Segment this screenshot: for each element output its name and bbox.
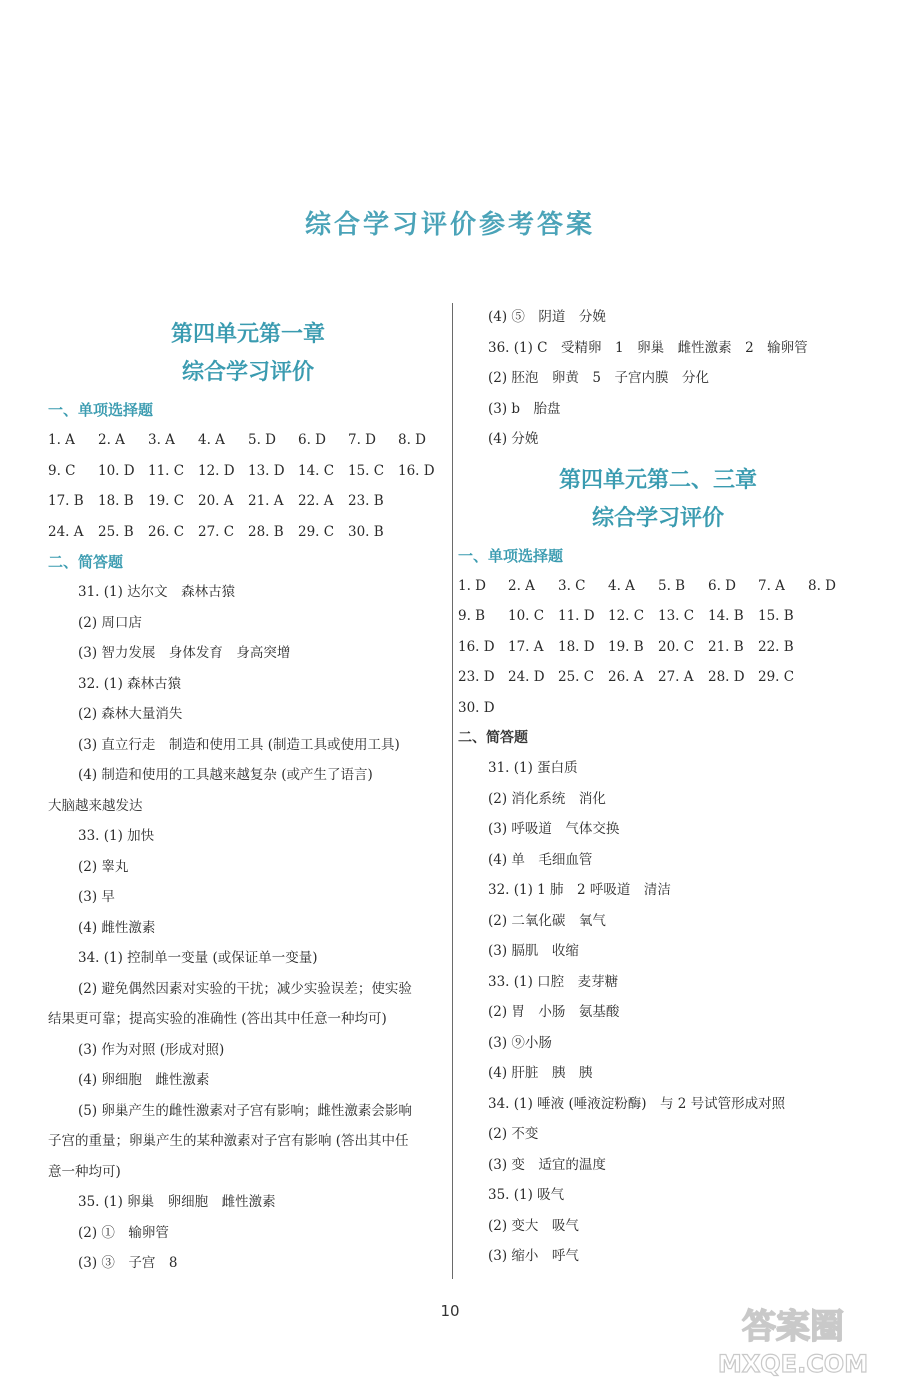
continued-answers	[458, 302, 858, 455]
choice-answer: 16. D	[398, 462, 435, 479]
choice-answer: 24. D	[508, 669, 545, 685]
svg-text:答案圈: 答案圈	[742, 1307, 844, 1347]
page-number: 10	[440, 1302, 460, 1320]
choice-answer: 19. B	[608, 638, 644, 655]
choice-answer: 29. C	[758, 669, 795, 685]
chapter-subtitle: 综合学习评价	[181, 359, 314, 385]
choice-row	[48, 486, 448, 517]
short-answers	[48, 577, 448, 1279]
answer-line: 34. (1) 唾液 (唾液淀粉酶) 与 2 号试管形成对照	[488, 1095, 786, 1112]
choice-answer: 12. C	[608, 608, 645, 624]
answer-line: (3) 膈肌 收缩	[488, 943, 579, 959]
choice-answer: 26. A	[608, 669, 644, 685]
choice-answer	[558, 693, 608, 724]
choice-answer: 22. A	[298, 493, 334, 509]
answer-line: (4) ⑤ 阴道 分娩	[488, 309, 606, 325]
right-column	[458, 302, 858, 1272]
page-title: 综合学习评价参考答案	[304, 210, 595, 240]
choice-answer: 21. B	[708, 638, 744, 655]
answer-line: (3) 作为对照 (形成对照)	[78, 1041, 225, 1058]
answer-line: (3) 早	[78, 889, 115, 905]
choice-answer: 5. D	[248, 432, 276, 448]
answer-line: (2) 二氧化碳 氧气	[488, 912, 606, 929]
choice-answer: 13. D	[248, 462, 285, 479]
chapter-subtitle: 综合学习评价	[591, 504, 724, 531]
choice-answer: 15. B	[758, 608, 794, 624]
choice-answer: 25. C	[558, 669, 595, 685]
answer-line: (2) 消化系统 消化	[488, 790, 606, 807]
answer-line: (2) 周口店	[78, 614, 142, 631]
left-column	[48, 315, 448, 1279]
choice-answers	[458, 571, 858, 724]
choice-answer: 1. D	[458, 577, 486, 594]
answer-line: 意一种均可)	[48, 1163, 121, 1180]
answer-line: (3) b 胎盘	[488, 400, 561, 417]
choice-answer: 27. A	[658, 669, 694, 685]
chapter-title: 第四单元第二、三章	[558, 466, 757, 493]
choice-answer: 8. D	[398, 432, 426, 448]
chapter-title: 第四单元第一章	[170, 321, 325, 347]
choice-answer: 14. B	[708, 608, 744, 624]
answer-line: 31. (1) 蛋白质	[488, 760, 578, 776]
choice-answer: 20. C	[658, 638, 695, 655]
choice-row	[458, 571, 858, 602]
answer-line: 33. (1) 口腔 麦芽糖	[488, 973, 619, 990]
choice-answer: 14. C	[298, 462, 335, 479]
choice-row	[458, 632, 858, 663]
choice-answer	[508, 693, 558, 724]
answer-line: 33. (1) 加快	[78, 828, 155, 844]
choice-row	[48, 425, 448, 456]
choice-answer: 16. D	[458, 638, 495, 655]
choice-answer: 23. D	[458, 669, 495, 685]
choice-answer	[658, 693, 708, 724]
choice-answer: 18. B	[98, 493, 134, 509]
answer-line: (4) 肝脏 胰 胰	[488, 1065, 593, 1081]
section-heading-short: 二、简答题	[458, 730, 528, 746]
answer-line: (2) 避免偶然因素对实验的干扰；减少实验误差；使实验	[78, 980, 412, 997]
choice-answer: 13. C	[658, 608, 695, 624]
choice-answer: 9. B	[458, 608, 486, 624]
short-answers	[458, 753, 858, 1272]
choice-answer: 22. B	[758, 638, 794, 655]
answer-line: (2) ① 输卵管	[78, 1224, 169, 1241]
choice-answer: 15. C	[348, 462, 385, 479]
answer-line: (2) 胚泡 卵黄 5 子宫内膜 分化	[488, 370, 710, 386]
answer-line: (2) 胃 小肠 氨基酸	[488, 1004, 620, 1020]
column-divider	[452, 303, 453, 1279]
choice-answer	[608, 693, 658, 724]
answer-line: (2) 不变	[488, 1126, 539, 1142]
choice-answer	[398, 486, 448, 517]
choice-answer: 5. B	[658, 577, 686, 594]
choice-answer: 26. C	[148, 523, 185, 540]
answer-line: (4) 单 毛细血管	[488, 851, 593, 868]
answer-line: (3) 缩小 呼气	[488, 1248, 579, 1264]
choice-answer: 18. D	[558, 638, 595, 655]
choice-row	[48, 517, 448, 548]
choice-answer: 29. C	[298, 523, 335, 540]
answer-line: (4) 卵细胞 雌性激素	[78, 1072, 210, 1088]
choice-answer: 23. B	[348, 493, 384, 509]
choice-answer: 11. C	[148, 462, 185, 479]
answer-line: 35. (1) 吸气	[488, 1187, 565, 1203]
choice-answer: 10. C	[508, 608, 545, 624]
answer-line: 31. (1) 达尔文 森林古猿	[78, 584, 236, 600]
answer-line: (3) 直立行走 制造和使用工具 (制造工具或使用工具)	[78, 736, 400, 753]
choice-answer	[808, 662, 858, 693]
answer-line: (4) 雌性激素	[78, 919, 156, 936]
answer-line: 32. (1) 1 肺 2 呼吸道 清洁	[488, 882, 671, 898]
choice-answer: 28. D	[708, 669, 745, 685]
choice-row	[48, 456, 448, 487]
choice-answer: 20. A	[198, 493, 234, 509]
answer-line: 36. (1) C 受精卵 1 卵巢 雌性激素 2 输卵管	[488, 339, 808, 356]
answer-line: (3) 智力发展 身体发育 身高突增	[78, 645, 291, 661]
choice-answer: 24. A	[48, 523, 84, 540]
choice-answer: 12. D	[198, 462, 235, 479]
answer-line: (4) 制造和使用的工具越来越复杂 (或产生了语言)	[78, 767, 373, 783]
choice-answer	[398, 517, 448, 548]
choice-answer: 11. D	[558, 608, 595, 624]
watermark-logo	[698, 1300, 888, 1380]
choice-answer: 30. D	[458, 699, 495, 716]
choice-answer: 21. A	[248, 493, 284, 509]
choice-answer: 9. C	[48, 462, 76, 479]
choice-answer: 30. B	[348, 523, 384, 540]
choice-answer: 4. A	[198, 432, 225, 448]
choice-answer: 6. D	[298, 432, 326, 448]
answer-line: (3) 变 适宜的温度	[488, 1156, 606, 1173]
answer-line: 34. (1) 控制单一变量 (或保证单一变量)	[78, 950, 318, 966]
choice-answer: 4. A	[608, 577, 635, 594]
choice-answers	[48, 425, 448, 547]
choice-answer: 28. B	[248, 523, 284, 540]
choice-answer	[808, 601, 858, 632]
answer-line: (5) 卵巢产生的雌性激素对子宫有影响；雌性激素会影响	[78, 1102, 412, 1119]
svg-text:MXQE.COM: MXQE.COM	[717, 1350, 869, 1378]
answer-line: (3) ③ 子宫 8	[78, 1255, 178, 1271]
choice-answer: 2. A	[508, 577, 535, 594]
choice-answer: 27. C	[198, 523, 235, 540]
answer-line: (4) 分娩	[488, 431, 539, 447]
choice-answer	[808, 632, 858, 663]
answer-line: 35. (1) 卵巢 卵细胞 雌性激素	[78, 1194, 276, 1210]
choice-answer: 25. B	[98, 523, 134, 540]
choice-answer	[758, 693, 808, 724]
choice-answer: 7. D	[348, 432, 376, 448]
choice-answer: 8. D	[808, 577, 836, 594]
choice-answer: 2. A	[98, 432, 125, 448]
answer-line: 大脑越来越发达	[48, 797, 143, 814]
answer-line: 32. (1) 森林古猿	[78, 675, 182, 692]
section-heading-choice: 一、单项选择题	[48, 401, 154, 419]
choice-answer: 7. A	[758, 577, 785, 594]
answer-line: (2) 睾丸	[78, 858, 129, 875]
choice-answer: 6. D	[708, 577, 736, 594]
section-heading-choice: 一、单项选择题	[458, 546, 564, 565]
choice-row	[458, 601, 858, 632]
answer-line: (3) 呼吸道 气体交换	[488, 821, 620, 837]
choice-answer: 17. B	[48, 493, 84, 509]
answer-line: 结果更可靠；提高实验的准确性 (答出其中任意一种均可)	[48, 1011, 387, 1027]
choice-row	[458, 662, 858, 693]
choice-answer: 17. A	[508, 638, 544, 655]
choice-answer: 3. C	[558, 577, 586, 594]
answer-line: (2) 变大 吸气	[488, 1217, 579, 1234]
choice-row	[458, 693, 858, 724]
choice-answer: 3. A	[148, 432, 175, 448]
choice-answer	[808, 693, 858, 724]
choice-answer	[708, 693, 758, 724]
choice-answer: 1. A	[48, 432, 75, 448]
answer-line: (3) ⑨小肠	[488, 1034, 552, 1051]
answer-line: (2) 森林大量消失	[78, 706, 183, 722]
choice-answer: 10. D	[98, 462, 135, 479]
section-heading-short: 二、简答题	[48, 553, 124, 571]
answer-line: 子宫的重量；卵巢产生的某种激素对子宫有影响 (答出其中任	[48, 1133, 409, 1149]
choice-answer: 19. C	[148, 493, 185, 509]
